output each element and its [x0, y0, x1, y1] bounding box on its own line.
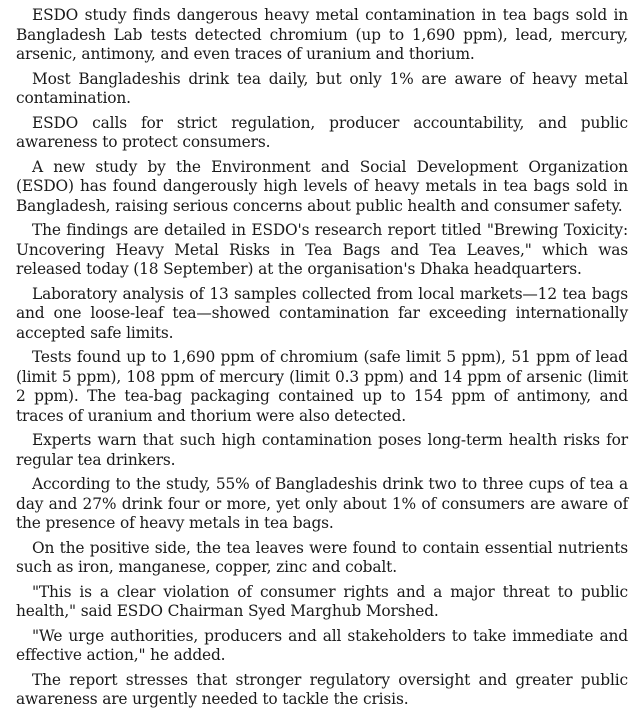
- article-paragraph: A new study by the Environment and Social Development Organization (ESDO) has found dangerously high levels of heavy metals in tea bags sold in Bangladesh, raising serious concerns about public health and consumer safety.: [16, 157, 628, 215]
- article-paragraph: According to the study, 55% of Bangladeshis drink two to three cups of tea a day and 27% drink four or more, yet only about 1% of consumers are aware of the presence of heavy metals in tea bags.: [16, 475, 628, 532]
- article-paragraph: Experts warn that such high contamination poses long-term health risks for regular tea drinkers.: [16, 431, 628, 469]
- article-paragraph: Laboratory analysis of 13 samples collected from local markets—12 tea bags and one loose-leaf tea—showed contamination far exceeding internationally accepted safe limits.: [16, 284, 628, 342]
- article-paragraph: "This is a clear violation of consumer rights and a major threat to public health," said ESDO Chairman Syed Marghub Morshed.: [16, 582, 628, 620]
- article-paragraph: The report stresses that stronger regulatory oversight and greater public awareness are urgently needed to tackle the crisis.: [16, 670, 628, 708]
- article-paragraph: "We urge authorities, producers and all stakeholders to take immediate and effective action," he added.: [16, 626, 628, 664]
- article-paragraph: ESDO calls for strict regulation, producer accountability, and public awareness to protect consumers.: [16, 113, 628, 151]
- article-paragraph: Tests found up to 1,690 ppm of chromium (safe limit 5 ppm), 51 ppm of lead (limit 5 ppm), 108 ppm of mercury (limit 0.3 ppm) and 14 ppm of arsenic (limit 2 ppm). The tea-bag packaging contained up to 154 ppm of antimony, and traces of uranium and thorium were also detected.: [16, 348, 628, 425]
- article-paragraph: ESDO study finds dangerous heavy metal contamination in tea bags sold in Bangladesh Lab tests detected chromium (up to 1,690 ppm), lead, mercury, arsenic, antimony, and even traces of uranium and thorium.: [16, 6, 628, 63]
- article-paragraph: Most Bangladeshis drink tea daily, but only 1% are aware of heavy metal contamination.: [16, 69, 628, 107]
- article-paragraph: On the positive side, the tea leaves were found to contain essential nutrients such as iron, manganese, copper, zinc and cobalt.: [16, 538, 628, 576]
- article-paragraph: The findings are detailed in ESDO's research report titled "Brewing Toxicity: Uncovering Heavy Metal Risks in Tea Bags and Tea Leaves," which was released today (18 September) at the organisation's Dhaka headquarters.: [16, 221, 628, 278]
